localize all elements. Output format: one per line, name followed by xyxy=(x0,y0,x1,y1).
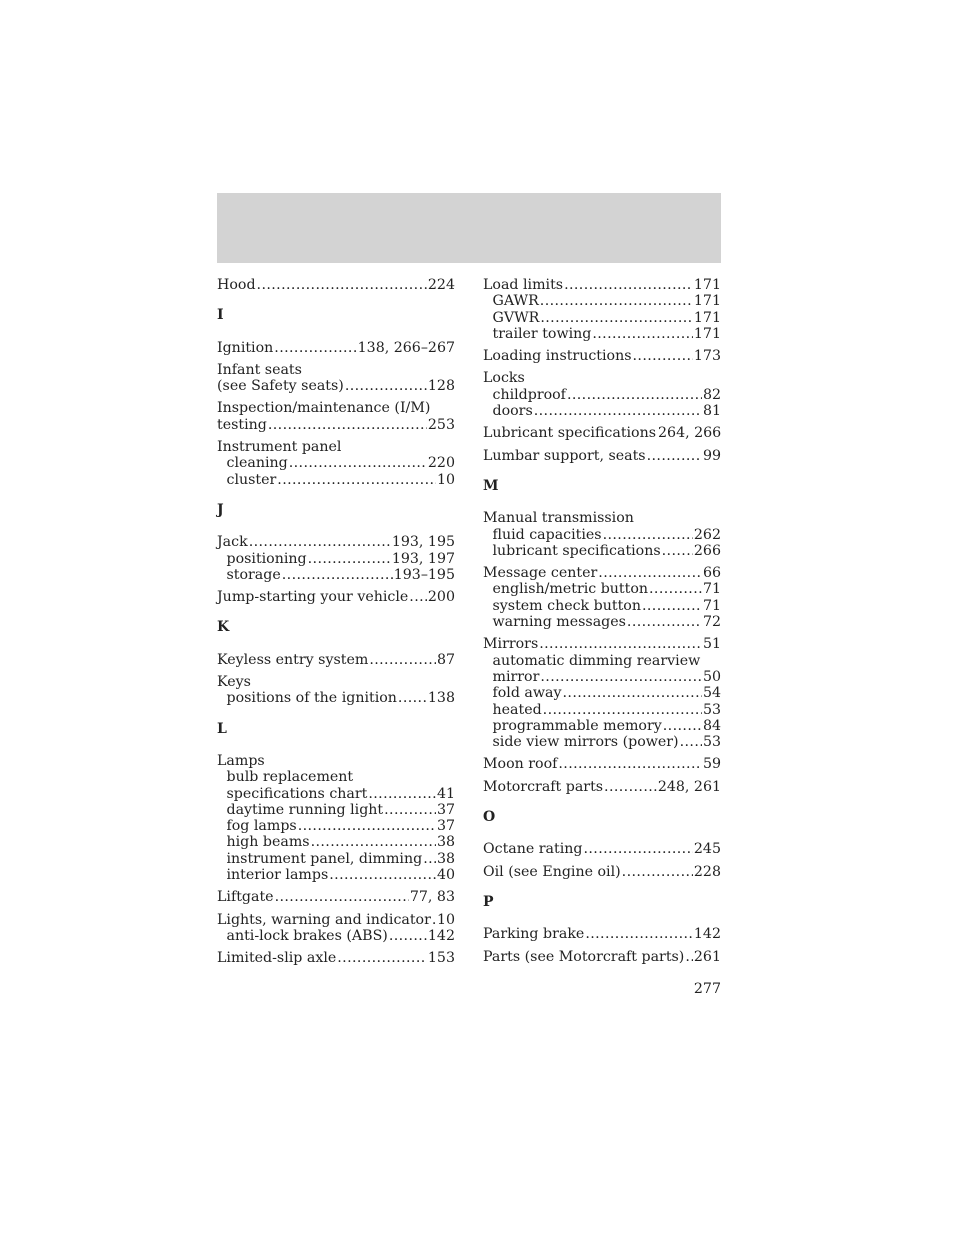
entry-page: 262 xyxy=(693,526,721,543)
index-entry xyxy=(217,753,455,769)
entry-text: positions of the ignition xyxy=(226,690,397,707)
index-subentry xyxy=(483,685,721,701)
index-entry xyxy=(217,340,455,356)
entry-text: Locks xyxy=(483,370,525,387)
index-subentry xyxy=(483,669,721,685)
index-column-right xyxy=(483,277,721,965)
entry-text: testing xyxy=(217,416,267,433)
entry-text: positioning xyxy=(226,550,307,567)
entry-text: Load limits xyxy=(483,277,564,293)
entry-page: 171 xyxy=(693,293,721,310)
index-entry xyxy=(483,864,721,880)
dot-leader xyxy=(680,734,702,750)
entry-text: lubricant specifications xyxy=(492,542,661,559)
index-entry xyxy=(217,400,455,416)
entry-text: Lights, warning and indicator xyxy=(217,911,431,928)
index-entry xyxy=(483,510,721,526)
dot-leader xyxy=(337,950,427,966)
entry-page: 38 xyxy=(436,834,455,851)
entry-page: 38 xyxy=(436,850,455,867)
index-entry xyxy=(217,362,455,378)
dot-leader xyxy=(277,472,436,488)
entry-text: instrument panel, dimming xyxy=(226,850,423,867)
entry-page: 193, 197 xyxy=(391,550,455,567)
entry-text: fluid capacities xyxy=(492,526,602,543)
entry-text: Motorcraft parts xyxy=(483,778,604,795)
entry-page: 142 xyxy=(427,927,455,944)
entry-page: 264, 266 xyxy=(658,425,722,442)
entry-text: Mirrors xyxy=(483,636,539,653)
entry-text: storage xyxy=(226,566,281,583)
entry-page: 87 xyxy=(436,651,455,668)
entry-page: 173 xyxy=(693,348,721,365)
entry-page: 138, 266–267 xyxy=(357,339,455,356)
index-subentry xyxy=(217,567,455,583)
dot-leader xyxy=(268,417,427,433)
entry-text: heated xyxy=(492,701,542,718)
index-entry xyxy=(483,448,721,464)
dot-leader xyxy=(540,293,693,309)
index-entry xyxy=(217,912,455,928)
entry-page: 228 xyxy=(693,863,721,880)
entry-page: 84 xyxy=(702,717,721,734)
index-subentry xyxy=(483,326,721,342)
entry-page: 59 xyxy=(702,756,721,773)
entry-page: 81 xyxy=(702,403,721,420)
dot-leader xyxy=(540,669,702,685)
entry-text: bulb replacement xyxy=(226,769,354,786)
entry-text: Infant seats xyxy=(217,361,302,378)
dot-leader xyxy=(534,403,702,419)
index-entry xyxy=(483,779,721,795)
entry-text: anti-lock brakes (ABS) xyxy=(226,927,388,944)
entry-page: 220 xyxy=(427,455,455,472)
entry-page: 37 xyxy=(436,801,455,818)
entry-page: 51 xyxy=(702,636,721,653)
entry-page: 72 xyxy=(702,614,721,631)
index-subentry xyxy=(217,786,455,802)
index-subentry xyxy=(483,598,721,614)
index-entry xyxy=(217,378,455,394)
entry-text: Manual transmission xyxy=(483,510,634,527)
entry-text: (see Safety seats) xyxy=(217,378,344,395)
entry-page: 40 xyxy=(436,867,455,884)
dot-leader xyxy=(257,277,427,293)
entry-page: 99 xyxy=(702,447,721,464)
entry-text: cleaning xyxy=(226,455,288,472)
entry-text: Moon roof xyxy=(483,756,558,773)
entry-page: 261 xyxy=(693,948,721,965)
dot-leader xyxy=(540,310,693,326)
index-entry xyxy=(217,674,455,690)
entry-text: mirror xyxy=(492,668,540,685)
entry-page: 245 xyxy=(693,841,721,858)
entry-text: specifications chart xyxy=(226,785,368,802)
dot-leader xyxy=(662,543,693,559)
index-subentry xyxy=(483,734,721,750)
entry-page: 41 xyxy=(436,785,455,802)
dot-leader xyxy=(592,326,693,342)
dot-leader xyxy=(663,718,702,734)
index-subentry xyxy=(483,581,721,597)
entry-page: 50 xyxy=(702,668,721,685)
dot-leader xyxy=(603,527,693,543)
index-entry xyxy=(483,926,721,942)
section-letter: I xyxy=(217,307,224,324)
entry-text: warning messages xyxy=(492,614,626,631)
entry-text: Keyless entry system xyxy=(217,651,369,668)
index-subentry xyxy=(483,614,721,630)
index-entry xyxy=(217,439,455,455)
index-entry xyxy=(483,949,721,965)
entry-page: 37 xyxy=(436,818,455,835)
dot-leader xyxy=(649,581,702,597)
entry-text: programmable memory xyxy=(492,717,662,734)
dot-leader xyxy=(567,387,702,403)
entry-page: 171 xyxy=(693,277,721,293)
index-subentry xyxy=(483,527,721,543)
index-subentry xyxy=(483,543,721,559)
entry-page: 54 xyxy=(702,685,721,702)
entry-page: 224 xyxy=(427,277,455,293)
section-letter: P xyxy=(483,893,494,910)
index-subentry xyxy=(483,293,721,309)
entry-page: 171 xyxy=(693,309,721,326)
index-entry xyxy=(483,277,721,293)
section-letter: O xyxy=(483,809,496,826)
index-subentry xyxy=(217,769,455,785)
index-subentry xyxy=(217,802,455,818)
index-entry xyxy=(217,277,455,293)
dot-leader xyxy=(627,614,702,630)
dot-leader xyxy=(368,786,436,802)
entry-text: Lamps xyxy=(217,752,265,769)
entry-text: Ignition xyxy=(217,339,274,356)
index-subentry xyxy=(483,403,721,419)
entry-page: 71 xyxy=(702,597,721,614)
entry-page: 200 xyxy=(427,589,455,606)
dot-leader xyxy=(398,690,427,706)
entry-page: 142 xyxy=(693,926,721,943)
index-subentry xyxy=(217,455,455,471)
header-band xyxy=(217,193,721,263)
dot-leader xyxy=(622,864,693,880)
entry-text: Limited-slip axle xyxy=(217,950,337,967)
entry-text: Keys xyxy=(217,674,251,691)
dot-leader xyxy=(585,926,693,942)
entry-page: 193–195 xyxy=(393,566,455,583)
dot-leader xyxy=(275,889,409,905)
dot-leader xyxy=(583,841,692,857)
index-entry xyxy=(483,841,721,857)
entry-text: english/metric button xyxy=(492,581,649,598)
entry-text: cluster xyxy=(226,471,277,488)
dot-leader xyxy=(274,340,356,356)
index-subentry xyxy=(483,702,721,718)
entry-page: 266 xyxy=(693,542,721,559)
entry-text: Liftgate xyxy=(217,889,274,906)
index-entry xyxy=(483,756,721,772)
dot-leader xyxy=(543,702,702,718)
index-entry xyxy=(217,950,455,966)
entry-text: Oil (see Engine oil) xyxy=(483,863,621,880)
entry-page: 53 xyxy=(702,734,721,751)
entry-page: 248, 261 xyxy=(657,778,721,795)
entry-text: Inspection/maintenance (I/M) xyxy=(217,400,431,417)
dot-leader xyxy=(289,455,427,471)
index-entry xyxy=(217,534,455,550)
dot-leader xyxy=(345,378,427,394)
index-entry xyxy=(217,417,455,433)
entry-text: childproof xyxy=(492,386,566,403)
section-letter: K xyxy=(217,619,230,636)
dot-leader xyxy=(598,565,702,581)
dot-leader xyxy=(685,949,693,965)
entry-page: 138 xyxy=(427,690,455,707)
entry-text: Lumbar support, seats xyxy=(483,447,646,464)
entry-text: fold away xyxy=(492,685,562,702)
dot-leader xyxy=(642,598,702,614)
dot-leader xyxy=(633,348,693,364)
index-subentry xyxy=(483,718,721,734)
entry-page: 253 xyxy=(427,416,455,433)
index-subentry xyxy=(217,818,455,834)
entry-text: trailer towing xyxy=(492,325,592,342)
entry-text: GAWR xyxy=(492,293,539,310)
entry-page: 10 xyxy=(436,471,455,488)
index-entry xyxy=(483,565,721,581)
entry-page: 10 xyxy=(436,911,455,928)
entry-text: automatic dimming rearview xyxy=(492,652,701,669)
dot-leader xyxy=(647,448,702,464)
index-entry xyxy=(483,370,721,386)
entry-text: Message center xyxy=(483,565,598,582)
index-entry xyxy=(217,889,455,905)
entry-page: 171 xyxy=(693,325,721,342)
dot-leader xyxy=(369,652,436,668)
entry-page: 66 xyxy=(702,565,721,582)
entry-text: daytime running light xyxy=(226,801,384,818)
dot-leader xyxy=(384,802,436,818)
entry-text: system check button xyxy=(492,597,641,614)
entry-text: doors xyxy=(492,403,533,420)
dot-leader xyxy=(329,867,436,883)
entry-text: Loading instructions xyxy=(483,348,632,365)
index-subentry xyxy=(217,834,455,850)
index-entry xyxy=(483,425,721,441)
entry-text: interior lamps xyxy=(226,867,329,884)
index-column-left xyxy=(217,277,455,967)
entry-text: GVWR xyxy=(492,309,540,326)
entry-text: Parking brake xyxy=(483,926,585,943)
dot-leader xyxy=(563,685,702,701)
entry-page: 82 xyxy=(702,386,721,403)
index-subentry xyxy=(483,310,721,326)
index-subentry xyxy=(483,387,721,403)
dot-leader xyxy=(432,912,436,928)
dot-leader xyxy=(308,551,391,567)
index-subentry xyxy=(217,928,455,944)
entry-page: 193, 195 xyxy=(391,534,455,551)
entry-text: high beams xyxy=(226,834,310,851)
dot-leader xyxy=(298,818,436,834)
entry-text: Jack xyxy=(217,534,248,551)
entry-text: Instrument panel xyxy=(217,439,342,456)
index-subentry xyxy=(217,851,455,867)
section-letter: L xyxy=(217,720,227,737)
dot-leader xyxy=(564,277,693,293)
section-letter: M xyxy=(483,477,499,494)
entry-text: Octane rating xyxy=(483,841,583,858)
index-subentry xyxy=(483,653,721,669)
index-entry xyxy=(217,652,455,668)
dot-leader xyxy=(389,928,427,944)
index-entry xyxy=(483,636,721,652)
entry-page: 77, 83 xyxy=(409,889,455,906)
dot-leader xyxy=(311,834,436,850)
index-subentry xyxy=(217,867,455,883)
entry-text: fog lamps xyxy=(226,818,297,835)
page-number: 277 xyxy=(693,981,721,997)
dot-leader xyxy=(282,567,393,583)
dot-leader xyxy=(604,779,657,795)
entry-text: Jump-starting your vehicle xyxy=(217,589,409,606)
entry-page: 128 xyxy=(427,378,455,395)
index-entry xyxy=(483,348,721,364)
index-subentry xyxy=(217,690,455,706)
dot-leader xyxy=(249,534,391,550)
dot-leader xyxy=(409,589,427,605)
entry-text: Lubricant specifications xyxy=(483,425,657,442)
entry-page: 53 xyxy=(702,701,721,718)
section-letter: J xyxy=(217,501,224,518)
entry-page: 71 xyxy=(702,581,721,598)
entry-text: Hood xyxy=(217,277,256,293)
dot-leader xyxy=(423,851,436,867)
index-subentry xyxy=(217,551,455,567)
dot-leader xyxy=(558,756,702,772)
entry-text: Parts (see Motorcraft parts) xyxy=(483,948,685,965)
index-entry xyxy=(217,589,455,605)
dot-leader xyxy=(539,636,702,652)
entry-page: 153 xyxy=(427,950,455,967)
index-subentry xyxy=(217,472,455,488)
entry-text: side view mirrors (power) xyxy=(492,734,679,751)
